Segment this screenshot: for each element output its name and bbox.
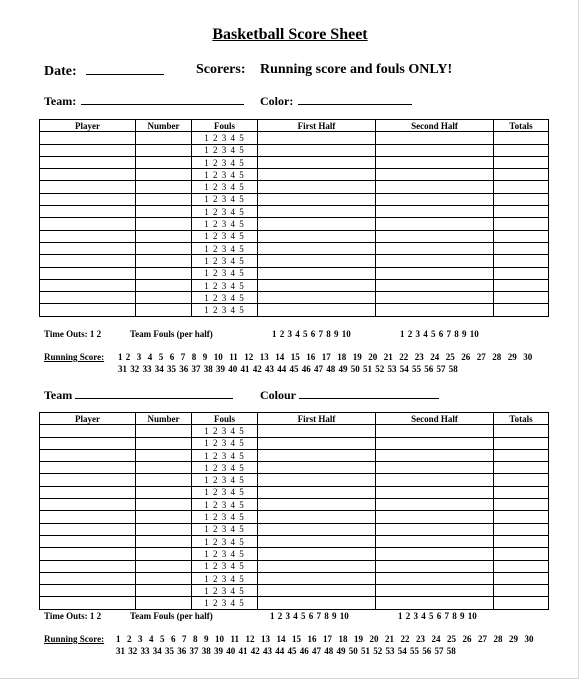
date-field — [44, 62, 164, 80]
second-half-cell[interactable] — [376, 523, 494, 535]
number-cell[interactable] — [136, 206, 192, 218]
second-half-cell[interactable] — [376, 218, 494, 230]
second-half-cell[interactable] — [376, 292, 494, 304]
player-cell[interactable] — [40, 449, 136, 461]
col-first-half: First Half — [258, 120, 376, 132]
totals-cell[interactable] — [494, 279, 549, 291]
fouls-cell: 1 2 3 4 5 — [192, 304, 258, 316]
totals-cell[interactable] — [494, 255, 549, 267]
team-label-2: Team — [44, 388, 73, 402]
color-label: Color: — [260, 94, 294, 108]
player-cell[interactable] — [40, 156, 136, 168]
first-half-cell[interactable] — [258, 267, 376, 279]
col-number: Number — [136, 413, 192, 425]
player-cell[interactable] — [40, 462, 136, 474]
col-fouls: Fouls — [192, 413, 258, 425]
fouls-cell: 1 2 3 4 5 — [192, 169, 258, 181]
second-half-cell[interactable] — [376, 181, 494, 193]
fouls-cell: 1 2 3 4 5 — [192, 181, 258, 193]
fouls-cell: 1 2 3 4 5 — [192, 242, 258, 254]
player-cell[interactable] — [40, 560, 136, 572]
fouls-cell: 1 2 3 4 5 — [192, 560, 258, 572]
first-half-cell[interactable] — [258, 462, 376, 474]
col-fouls: Fouls — [192, 120, 258, 132]
player-cell[interactable] — [40, 218, 136, 230]
second-half-cell[interactable] — [376, 597, 494, 609]
fouls-cell: 1 2 3 4 5 — [192, 523, 258, 535]
table-row — [40, 437, 549, 449]
first-half-cell[interactable] — [258, 144, 376, 156]
team-fouls-second-2: 1 2 3 4 5 6 7 8 9 10 — [398, 611, 477, 621]
second-half-cell[interactable] — [376, 548, 494, 560]
number-cell[interactable] — [136, 242, 192, 254]
fouls-cell: 1 2 3 4 5 — [192, 535, 258, 547]
table-row — [40, 486, 549, 498]
first-half-cell[interactable] — [258, 132, 376, 144]
first-half-cell[interactable] — [258, 156, 376, 168]
second-half-cell[interactable] — [376, 242, 494, 254]
first-half-cell[interactable] — [258, 230, 376, 242]
colour-input-line[interactable] — [299, 386, 439, 399]
second-half-cell[interactable] — [376, 304, 494, 316]
running-score-label-2: Running Score: — [44, 634, 105, 644]
totals-cell[interactable] — [494, 572, 549, 584]
team-field-2 — [44, 386, 233, 403]
second-half-cell[interactable] — [376, 511, 494, 523]
first-half-cell[interactable] — [258, 206, 376, 218]
player-cell[interactable] — [40, 193, 136, 205]
fouls-cell: 1 2 3 4 5 — [192, 597, 258, 609]
table-header-row — [40, 413, 549, 425]
second-half-cell[interactable] — [376, 144, 494, 156]
player-cell[interactable] — [40, 511, 136, 523]
second-half-cell[interactable] — [376, 585, 494, 597]
table-body — [40, 132, 549, 316]
player-cell[interactable] — [40, 255, 136, 267]
table-row — [40, 585, 549, 597]
table-row — [40, 193, 549, 205]
table-body — [40, 425, 549, 609]
table-row — [40, 132, 549, 144]
table-row — [40, 230, 549, 242]
team-label: Team: — [44, 94, 77, 108]
totals-cell[interactable] — [494, 548, 549, 560]
first-half-cell[interactable] — [258, 486, 376, 498]
first-half-cell[interactable] — [258, 560, 376, 572]
player-cell[interactable] — [40, 206, 136, 218]
totals-cell[interactable] — [494, 292, 549, 304]
fouls-cell: 1 2 3 4 5 — [192, 585, 258, 597]
number-cell[interactable] — [136, 511, 192, 523]
first-half-cell[interactable] — [258, 474, 376, 486]
running-score-row2-1: 31 32 33 34 35 36 37 38 39 40 41 42 43 44 45 46 47 48 49 50 51 52 53 54 55 56 57 58 — [118, 364, 458, 374]
second-half-cell[interactable] — [376, 156, 494, 168]
number-cell[interactable] — [136, 230, 192, 242]
totals-cell[interactable] — [494, 206, 549, 218]
player-cell[interactable] — [40, 597, 136, 609]
team-fouls-label-2: Team Fouls (per half) — [130, 611, 213, 621]
totals-cell[interactable] — [494, 267, 549, 279]
totals-cell[interactable] — [494, 425, 549, 437]
player-table-2 — [39, 412, 549, 610]
second-half-cell[interactable] — [376, 230, 494, 242]
number-cell[interactable] — [136, 169, 192, 181]
colour-label: Colour — [260, 388, 296, 402]
player-cell[interactable] — [40, 585, 136, 597]
table-row — [40, 560, 549, 572]
col-first-half: First Half — [258, 413, 376, 425]
number-cell[interactable] — [136, 560, 192, 572]
running-score-label-1: Running Score: — [44, 352, 105, 362]
number-cell[interactable] — [136, 218, 192, 230]
col-second-half: Second Half — [376, 120, 494, 132]
col-player: Player — [40, 120, 136, 132]
totals-cell[interactable] — [494, 499, 549, 511]
player-cell[interactable] — [40, 437, 136, 449]
second-half-cell[interactable] — [376, 449, 494, 461]
player-cell[interactable] — [40, 267, 136, 279]
number-cell[interactable] — [136, 255, 192, 267]
table-header-row — [40, 120, 549, 132]
player-cell[interactable] — [40, 144, 136, 156]
fouls-cell: 1 2 3 4 5 — [192, 193, 258, 205]
number-cell[interactable] — [136, 425, 192, 437]
number-cell[interactable] — [136, 449, 192, 461]
fouls-cell: 1 2 3 4 5 — [192, 255, 258, 267]
fouls-cell: 1 2 3 4 5 — [192, 425, 258, 437]
player-cell[interactable] — [40, 425, 136, 437]
col-totals: Totals — [494, 413, 549, 425]
team-fouls-first-1: 1 2 3 4 5 6 7 8 9 10 — [272, 329, 351, 339]
number-cell[interactable] — [136, 437, 192, 449]
table-row — [40, 181, 549, 193]
first-half-cell[interactable] — [258, 449, 376, 461]
second-half-cell[interactable] — [376, 206, 494, 218]
number-cell[interactable] — [136, 585, 192, 597]
second-half-cell[interactable] — [376, 535, 494, 547]
date-label: Date: — [44, 64, 77, 79]
number-cell[interactable] — [136, 548, 192, 560]
fouls-cell: 1 2 3 4 5 — [192, 267, 258, 279]
totals-cell[interactable] — [494, 486, 549, 498]
totals-cell[interactable] — [494, 474, 549, 486]
player-cell[interactable] — [40, 230, 136, 242]
team-fouls-label-1: Team Fouls (per half) — [130, 329, 213, 339]
table-row — [40, 462, 549, 474]
number-cell[interactable] — [136, 597, 192, 609]
table-row — [40, 523, 549, 535]
number-cell[interactable] — [136, 144, 192, 156]
second-half-cell[interactable] — [376, 267, 494, 279]
table-row — [40, 499, 549, 511]
number-cell[interactable] — [136, 279, 192, 291]
table-row — [40, 206, 549, 218]
timeouts-1: Time Outs: 1 2 — [44, 329, 102, 339]
table-row — [40, 279, 549, 291]
number-cell[interactable] — [136, 267, 192, 279]
totals-cell[interactable] — [494, 156, 549, 168]
fouls-cell: 1 2 3 4 5 — [192, 499, 258, 511]
totals-cell[interactable] — [494, 597, 549, 609]
team-input-line-2[interactable] — [75, 386, 233, 399]
totals-cell[interactable] — [494, 132, 549, 144]
second-half-cell[interactable] — [376, 499, 494, 511]
second-half-cell[interactable] — [376, 425, 494, 437]
first-half-cell[interactable] — [258, 437, 376, 449]
first-half-cell[interactable] — [258, 218, 376, 230]
fouls-cell: 1 2 3 4 5 — [192, 156, 258, 168]
fouls-cell: 1 2 3 4 5 — [192, 206, 258, 218]
color-field — [260, 92, 412, 109]
number-cell[interactable] — [136, 156, 192, 168]
date-input-line[interactable] — [86, 62, 164, 75]
table-row — [40, 169, 549, 181]
second-half-cell[interactable] — [376, 560, 494, 572]
number-cell[interactable] — [136, 181, 192, 193]
totals-cell[interactable] — [494, 304, 549, 316]
first-half-cell[interactable] — [258, 181, 376, 193]
player-cell[interactable] — [40, 279, 136, 291]
team-fouls-second-1: 1 2 3 4 5 6 7 8 9 10 — [400, 329, 479, 339]
team-fouls-first-2: 1 2 3 4 5 6 7 8 9 10 — [270, 611, 349, 621]
fouls-cell: 1 2 3 4 5 — [192, 437, 258, 449]
totals-cell[interactable] — [494, 169, 549, 181]
fouls-cell: 1 2 3 4 5 — [192, 449, 258, 461]
number-cell[interactable] — [136, 572, 192, 584]
fouls-cell: 1 2 3 4 5 — [192, 572, 258, 584]
totals-cell[interactable] — [494, 449, 549, 461]
player-cell[interactable] — [40, 486, 136, 498]
col-second-half: Second Half — [376, 413, 494, 425]
fouls-cell: 1 2 3 4 5 — [192, 548, 258, 560]
table-row — [40, 144, 549, 156]
number-cell[interactable] — [136, 193, 192, 205]
player-cell[interactable] — [40, 474, 136, 486]
table-row — [40, 267, 549, 279]
first-half-cell[interactable] — [258, 425, 376, 437]
table-row — [40, 548, 549, 560]
second-half-cell[interactable] — [376, 169, 494, 181]
first-half-cell[interactable] — [258, 548, 376, 560]
first-half-cell[interactable] — [258, 255, 376, 267]
number-cell[interactable] — [136, 523, 192, 535]
fouls-cell: 1 2 3 4 5 — [192, 486, 258, 498]
number-cell[interactable] — [136, 462, 192, 474]
player-cell[interactable] — [40, 572, 136, 584]
second-half-cell[interactable] — [376, 279, 494, 291]
totals-cell[interactable] — [494, 560, 549, 572]
player-cell[interactable] — [40, 535, 136, 547]
totals-cell[interactable] — [494, 230, 549, 242]
fouls-cell: 1 2 3 4 5 — [192, 474, 258, 486]
running-score-row1-2: 1 2 3 4 5 6 7 8 9 10 11 12 13 14 15 16 17 18 19 20 21 22 23 24 25 26 27 28 29 30 — [116, 634, 534, 644]
number-cell[interactable] — [136, 292, 192, 304]
table-row — [40, 425, 549, 437]
first-half-cell[interactable] — [258, 585, 376, 597]
timeouts-2: Time Outs: 1 2 — [44, 611, 102, 621]
second-half-cell[interactable] — [376, 132, 494, 144]
table-row — [40, 535, 549, 547]
second-half-cell[interactable] — [376, 572, 494, 584]
fouls-cell: 1 2 3 4 5 — [192, 462, 258, 474]
table-row — [40, 255, 549, 267]
number-cell[interactable] — [136, 499, 192, 511]
first-half-cell[interactable] — [258, 193, 376, 205]
totals-cell[interactable] — [494, 144, 549, 156]
first-half-cell[interactable] — [258, 572, 376, 584]
col-number: Number — [136, 120, 192, 132]
first-half-cell[interactable] — [258, 535, 376, 547]
number-cell[interactable] — [136, 304, 192, 316]
scorers-note: Running score and fouls ONLY! — [260, 62, 453, 77]
table-row — [40, 292, 549, 304]
running-score-row2-2: 31 32 33 34 35 36 37 38 39 40 41 42 43 44 45 46 47 48 49 50 51 52 53 54 55 56 57 58 — [116, 646, 456, 656]
player-cell[interactable] — [40, 132, 136, 144]
first-half-cell[interactable] — [258, 292, 376, 304]
totals-cell[interactable] — [494, 181, 549, 193]
second-half-cell[interactable] — [376, 255, 494, 267]
table-row — [40, 242, 549, 254]
number-cell[interactable] — [136, 474, 192, 486]
color-input-line[interactable] — [298, 92, 412, 105]
second-half-cell[interactable] — [376, 437, 494, 449]
fouls-cell: 1 2 3 4 5 — [192, 132, 258, 144]
col-totals: Totals — [494, 120, 549, 132]
running-score-row1-1: 1 2 3 4 5 6 7 8 9 10 11 12 13 14 15 16 17 18 19 20 21 22 23 24 25 26 27 28 29 30 — [118, 352, 533, 362]
table-row — [40, 572, 549, 584]
totals-cell[interactable] — [494, 523, 549, 535]
first-half-cell[interactable] — [258, 279, 376, 291]
player-cell[interactable] — [40, 499, 136, 511]
first-half-cell[interactable] — [258, 499, 376, 511]
fouls-cell: 1 2 3 4 5 — [192, 511, 258, 523]
team-field — [44, 92, 244, 109]
first-half-cell[interactable] — [258, 169, 376, 181]
table-row — [40, 156, 549, 168]
totals-cell[interactable] — [494, 535, 549, 547]
first-half-cell[interactable] — [258, 304, 376, 316]
table-row — [40, 304, 549, 316]
second-half-cell[interactable] — [376, 474, 494, 486]
totals-cell[interactable] — [494, 242, 549, 254]
fouls-cell: 1 2 3 4 5 — [192, 218, 258, 230]
first-half-cell[interactable] — [258, 523, 376, 535]
second-half-cell[interactable] — [376, 462, 494, 474]
first-half-cell[interactable] — [258, 597, 376, 609]
number-cell[interactable] — [136, 132, 192, 144]
second-half-cell[interactable] — [376, 193, 494, 205]
first-half-cell[interactable] — [258, 242, 376, 254]
totals-cell[interactable] — [494, 193, 549, 205]
table-row — [40, 597, 549, 609]
totals-cell[interactable] — [494, 585, 549, 597]
player-cell[interactable] — [40, 304, 136, 316]
fouls-cell: 1 2 3 4 5 — [192, 230, 258, 242]
team-input-line[interactable] — [81, 92, 244, 105]
fouls-cell: 1 2 3 4 5 — [192, 279, 258, 291]
fouls-cell: 1 2 3 4 5 — [192, 144, 258, 156]
totals-cell[interactable] — [494, 437, 549, 449]
colour-field — [260, 386, 439, 403]
fouls-cell: 1 2 3 4 5 — [192, 292, 258, 304]
player-cell[interactable] — [40, 242, 136, 254]
player-cell[interactable] — [40, 292, 136, 304]
first-half-cell[interactable] — [258, 511, 376, 523]
player-cell[interactable] — [40, 548, 136, 560]
page-title: Basketball Score Sheet — [212, 26, 368, 43]
player-cell[interactable] — [40, 169, 136, 181]
table-row — [40, 218, 549, 230]
number-cell[interactable] — [136, 535, 192, 547]
player-table-1 — [39, 119, 549, 317]
table-row — [40, 511, 549, 523]
col-player: Player — [40, 413, 136, 425]
totals-cell[interactable] — [494, 511, 549, 523]
table-row — [40, 449, 549, 461]
player-cell[interactable] — [40, 523, 136, 535]
player-cell[interactable] — [40, 181, 136, 193]
scorers-label: Scorers: — [196, 62, 246, 77]
second-half-cell[interactable] — [376, 486, 494, 498]
totals-cell[interactable] — [494, 218, 549, 230]
totals-cell[interactable] — [494, 462, 549, 474]
number-cell[interactable] — [136, 486, 192, 498]
table-row — [40, 474, 549, 486]
